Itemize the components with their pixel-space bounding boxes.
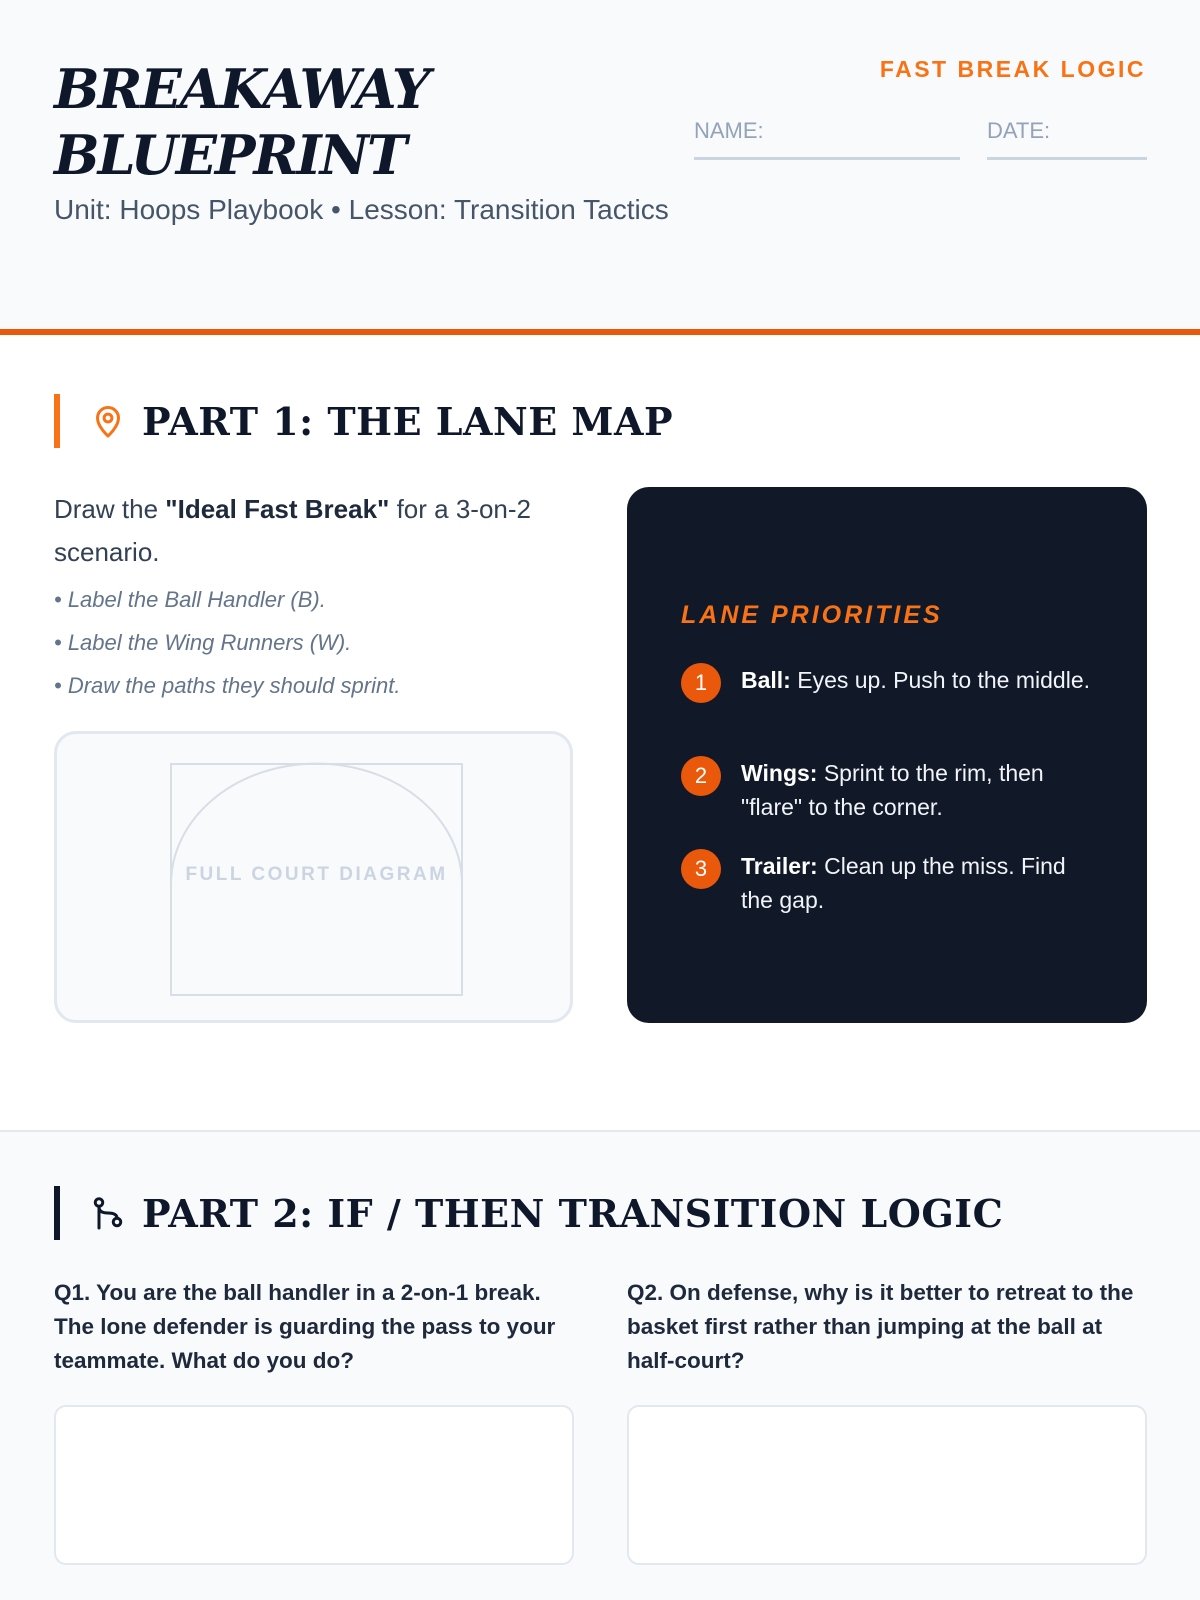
part2-heading [54,1186,1003,1240]
date-field[interactable]: DATE: [987,118,1147,160]
answer-box-q1[interactable] [54,1405,574,1565]
worksheet-title: BREAKAWAY BLUEPRINT [54,57,429,187]
map-pin-icon [90,403,126,439]
part2-title: PART 2: IF / THEN TRANSITION LOGIC [142,1190,1004,1236]
priority-number-badge: 3 [681,849,721,889]
priority-text: Wings: Sprint to the rim, then "flare" to the corner. [741,760,1044,820]
lane-priorities-panel [627,487,1147,1023]
priority-number-badge: 2 [681,756,721,796]
name-field[interactable]: NAME: [694,118,960,160]
git-branch-icon [90,1195,126,1231]
worksheet-header [0,0,1200,335]
instruction-list [54,578,594,707]
part1-heading [54,394,673,448]
question-1: Q1. You are the ball handler in a 2-on-1 break. The lone defender is guarding the pass to your teammate. What do you do? [54,1280,556,1373]
list-item: • Label the Wing Runners (W). [54,630,352,655]
court-diagram-area[interactable] [54,731,573,1023]
answer-box-q2[interactable] [627,1405,1147,1565]
part1-instruction: Draw the "Ideal Fast Break" for a 3-on-2 scenario. [54,494,531,567]
court-diagram-label: FULL COURT DIAGRAM [185,864,448,885]
worksheet-subtitle: Unit: Hoops Playbook • Lesson: Transition Tactics [54,194,669,225]
priority-text: Trailer: Clean up the miss. Find the gap. [741,853,1066,913]
priority-number-badge: 1 [681,663,721,703]
priority-text: Ball: Eyes up. Push to the middle. [741,667,1091,693]
question-2: Q2. On defense, why is it better to retreat to the basket first rather than jumping at the ball at half-court? [627,1280,1134,1373]
lane-priorities-heading: LANE PRIORITIES [681,601,943,629]
list-item: • Draw the paths they should sprint. [54,673,401,698]
part1-title: PART 1: THE LANE MAP [142,398,674,444]
header-tag: FAST BREAK LOGIC [879,56,1146,82]
list-item: • Label the Ball Handler (B). [54,587,326,612]
